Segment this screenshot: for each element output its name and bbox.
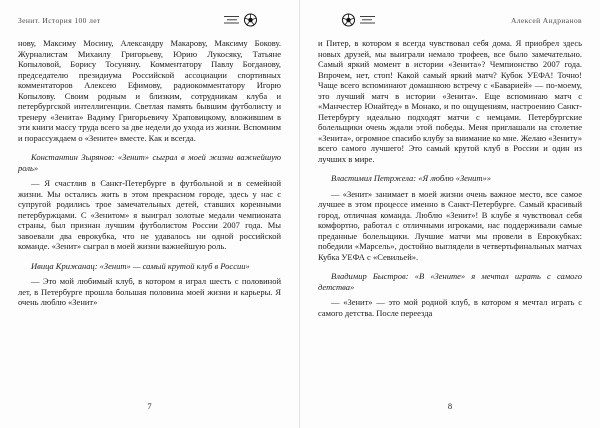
speaker-heading: Владимир Быстров: «В «Зените» я мечтал играть с самого детства» [318, 271, 582, 292]
paragraph: нову, Максиму Мосину, Александру Макарову, Максиму Бокову. Журналистам Михаилу Григорьеву, Юрию Лукосяку, Татьяне Копыловой, Борису Тосуняну. Комментатору Павлу Богданову, председателю президиума Российской ассоциации спортивных комментаторов Алексею Ефимову, радиокомментатору Игорю Копылову. Своим родным и близким, сотрудникам клуба и петербургской интеллигенции. Светлая память бывшим футболисту и тренеру «Зенита» Вадиму Григорьевичу Храповицкому, вложившим в эти книги массу труда всего за две недели до ухода из жизни. Вспомним и порассуждаем о «Зените» вместе. Как и всегда. [18, 38, 281, 143]
football-icon [223, 13, 259, 27]
paragraph: — Я счастлив в Санкт-Петербурге в футбольной и в семейной жизни. Мы остались жить в этом прекрасном городе, здесь у нас с супругой родились трое замечательных детей, ставших коренными петербуржцами. С «Зенитом» я выиграл золотые медали чемпионата страны, был признан лучшим футболистом России 2007 года. Мы завоевали два еврокубка, что не удавалось ни одной российской команде. «Зенит» сыграл в моей жизни важнейшую роль. [18, 178, 281, 251]
speaker-heading: Ивица Крижанац: «Зенит» — самый крутой клуб в России» [31, 260, 250, 271]
page-number-left: 7 [147, 401, 152, 411]
football-icon [340, 13, 376, 27]
paragraph: — Это мой любимый клуб, в котором я играл шесть с половиной лет, в Петербурге прошла большая половина моей жизни и карьеры. Я очень люблю «Зенит» [18, 276, 281, 307]
speaker-heading: Константин Зырянов: «Зенит» сыграл в моей жизни важнейшую роль» [18, 152, 281, 173]
speaker-heading: Властимил Петржела: «Я люблю «Зенит»» [331, 173, 492, 183]
paragraph: и Питер, в котором я всегда чувствовал себя дома. Я приобрел здесь новых друзей, мы выиграли немало трофеев, все было замечательно. Самый яркий момент в истории «Зенита»? Чемпионство 2007 года. Впрочем, нет, стоп! Какой самый яркий матч? Кубок УЕФА! Точно! Чаще всего вспоминают домашнюю встречу с «Баварией» — по-моему, это лучший матч в истории «Зенита». Еще вспоминаю матч с «Манчестер Юнайтед» в Монако, и по ощущениям, настроению Санкт-Петербургу идеально подходят матчи с немцами. Петербургские болельщики очень ждали этой победы. Меня приглашали на столетие «Зенита», огромное спасибо клубу за внимание ко мне. Желаю «Зениту» всего самого лучшего! Это самый крутой клуб в России и один из лучших в мире. [318, 38, 582, 164]
running-header-left-title: Зенит. История 100 лет [18, 15, 101, 25]
running-header-right [318, 12, 582, 28]
running-header-left [18, 12, 281, 28]
page-right [300, 0, 600, 428]
running-header-right-author: Алексей Андрианов [510, 15, 582, 25]
paragraph: — «Зенит» занимает в моей жизни очень важное место, все самое лучшее в этом процессе именно в Санкт-Петербурге. Самый красивый город, отличная команда. Люблю «Зенит»! В клубе я чувствовал себя комфортно, работал с отличными игроками, нас поддерживали самые преданные болельщики. Лучшие матчи мы провели в Еврокубках: победили «Марсель», достойно выглядели в четвертьфинальных матчах Кубка УЕФА с «Севильей». [318, 188, 582, 262]
page-left-text [18, 38, 281, 308]
paragraph: — «Зенит» — это мой родной клуб, в котором я мечтал играть с самого детства. После переезда [318, 297, 582, 318]
page-right-text [318, 38, 582, 318]
page-number-right: 8 [447, 401, 453, 411]
